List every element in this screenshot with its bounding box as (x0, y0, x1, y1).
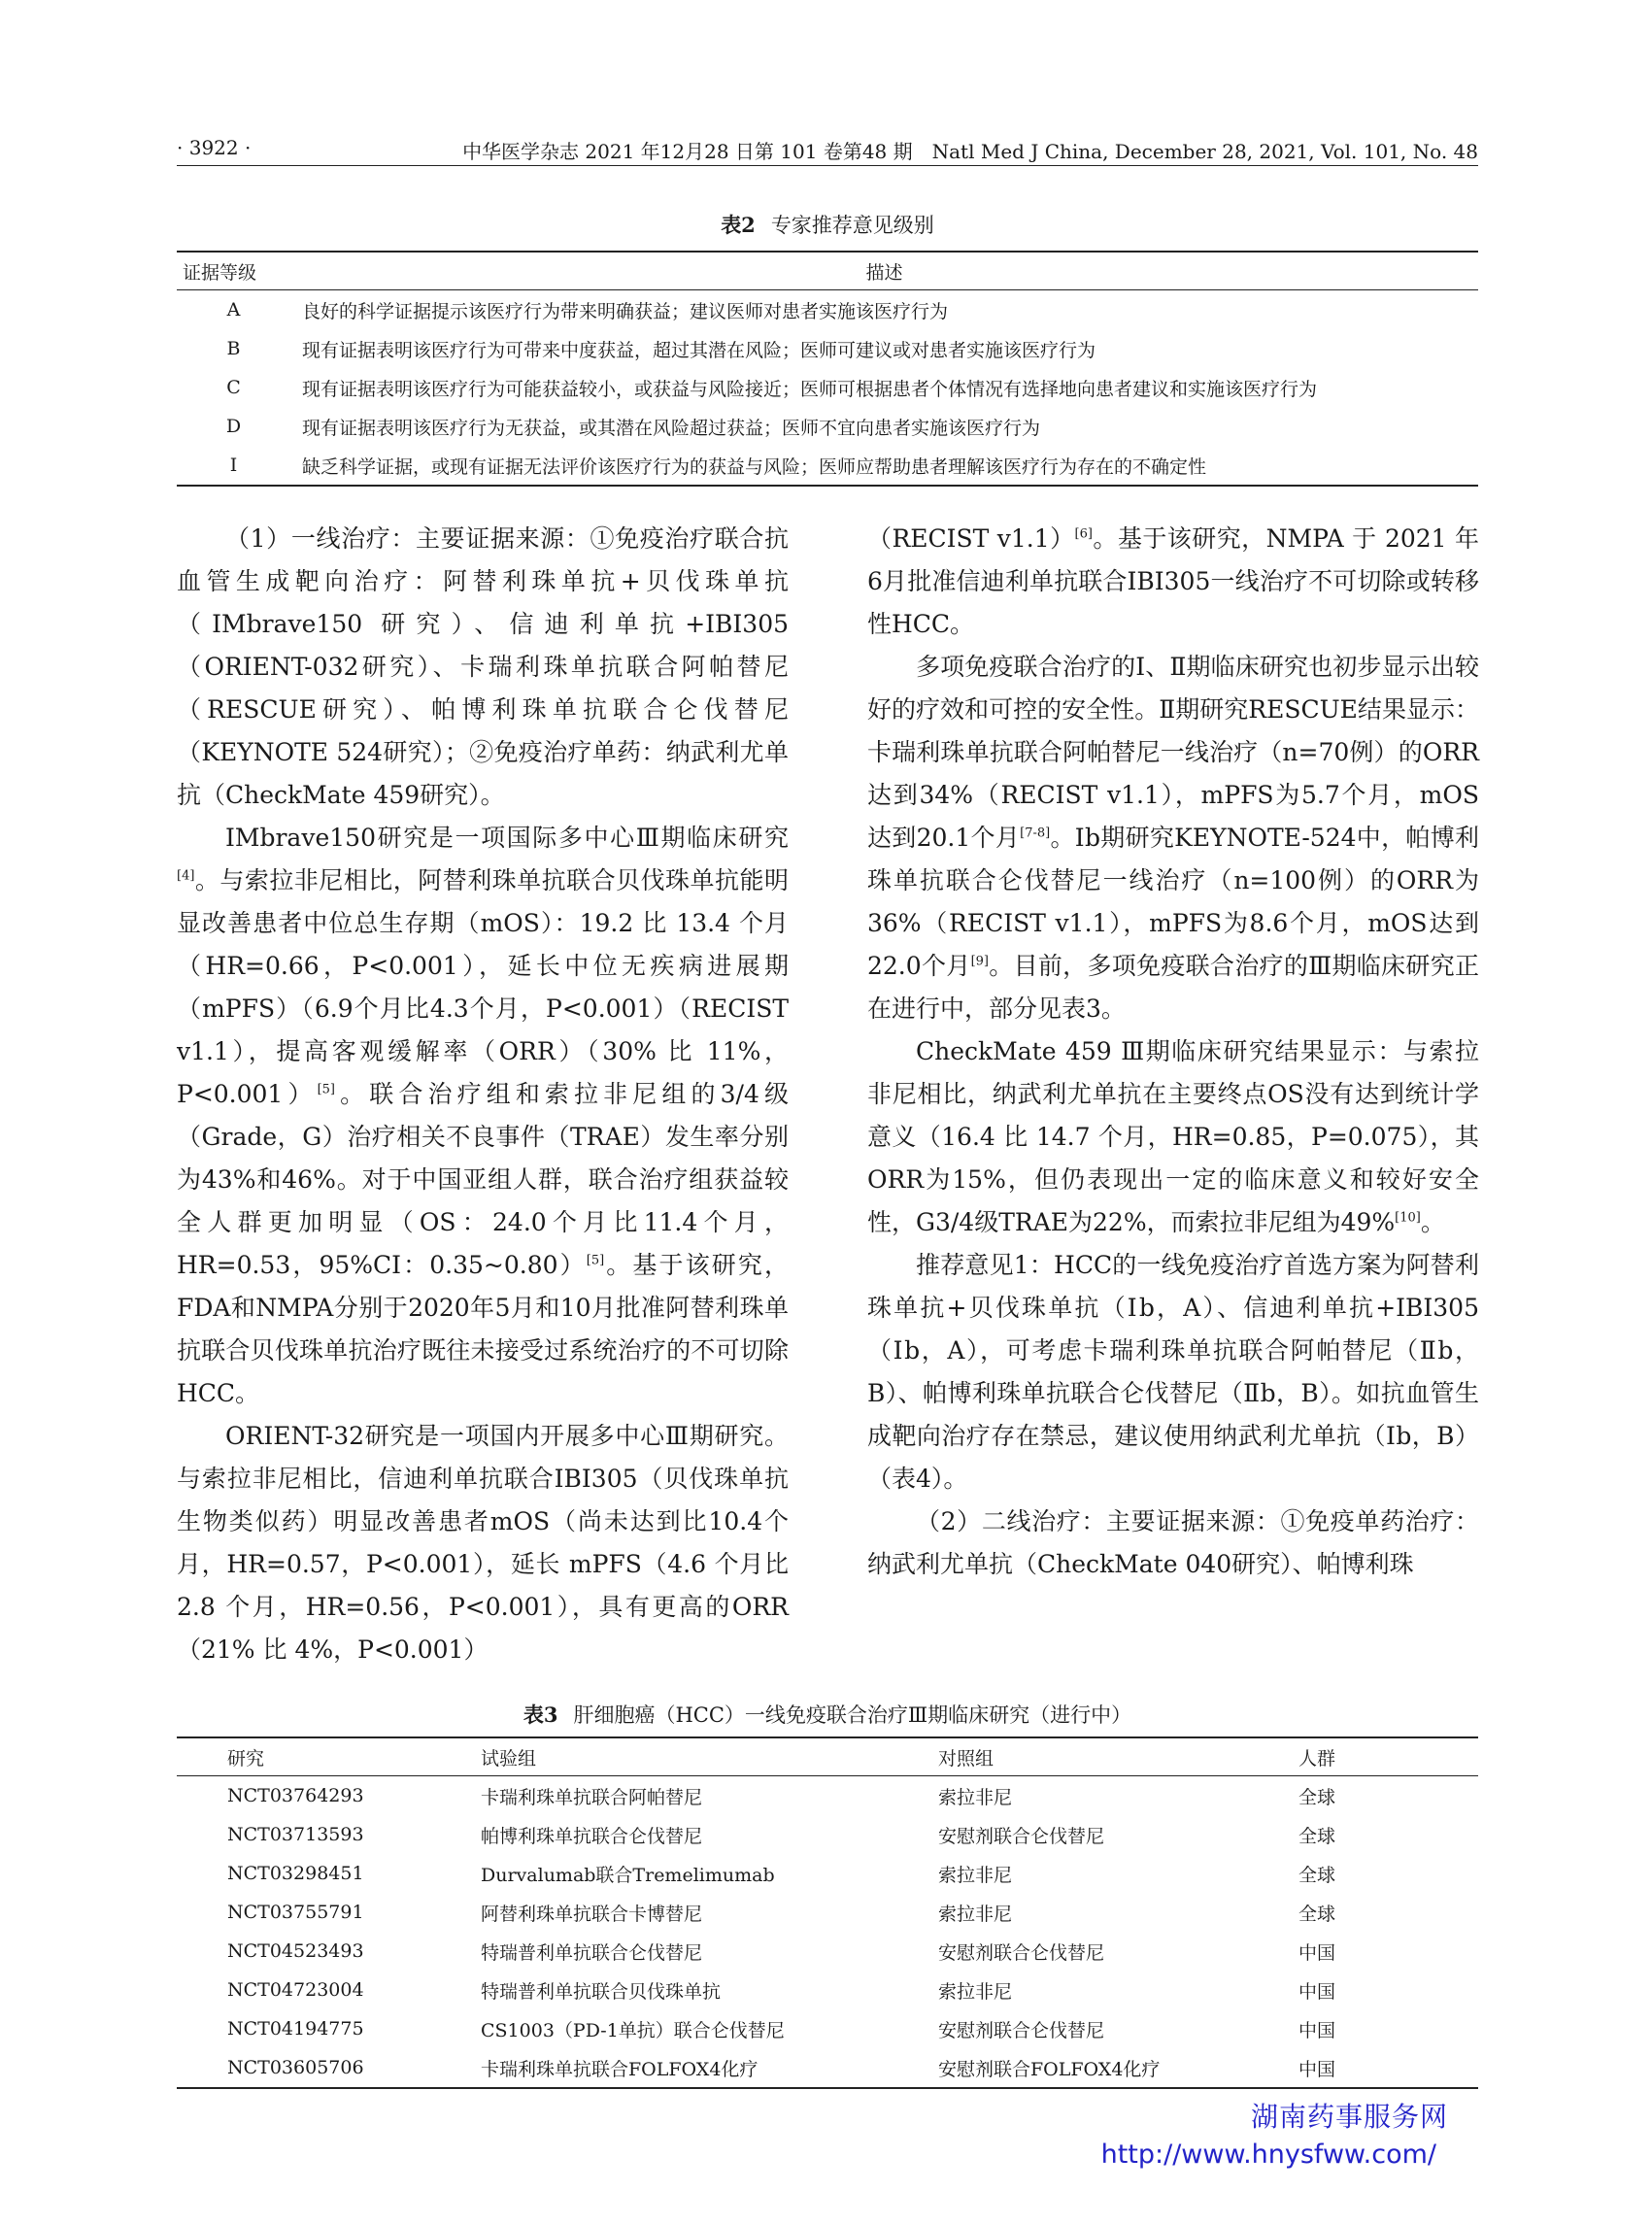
body-paragraph: 推荐意见1：HCC的一线免疫治疗首选方案为阿替利珠单抗+贝伐珠单抗（Ⅰb，A）、信迪利单抗+IBI305（Ⅰb，A），可考虑卡瑞利珠单抗联合阿帕替尼（Ⅱb，B）、帕博利珠单抗联合仑伐替尼（Ⅱb，B）。如抗血管生成靶向治疗存在禁忌，建议使用纳武利尤单抗（Ⅰb，B）（表4）。 (867, 1251, 1479, 1493)
watermark-url-link[interactable]: http://www.hnysfww.com/ (1100, 2140, 1436, 2170)
table-row (177, 290, 1478, 330)
column-header: 对照组 (938, 1737, 1298, 1776)
population-cell: 全球 (1298, 1903, 1336, 1925)
table-row (177, 2048, 1478, 2088)
running-header (177, 132, 1478, 166)
citation-marker: [4] (177, 868, 195, 884)
body-paragraph: （1）一线治疗：主要证据来源：①免疫治疗联合抗血管生成靶向治疗：阿替利珠单抗+贝伐珠单抗（IMbrave150 研究）、信迪利单抗+IBI305（ORIENT-032研究）、卡瑞利珠单抗联合阿帕替尼（RESCUE研究）、帕博利珠单抗联合仑伐替尼（KEYNOTE 524研究）；②免疫治疗单药：纳武利尤单抗（CheckMate 459研究）。 (177, 524, 789, 809)
table2-label: 表2 (721, 213, 756, 237)
column-header: 试验组 (442, 1737, 938, 1776)
citation-marker: [7-8] (1020, 826, 1051, 841)
control-arm-cell: 索拉非尼 (938, 1786, 1013, 1808)
citation-marker: [9] (970, 954, 989, 969)
table-header-row (177, 252, 1478, 290)
experimental-arm-cell: 帕博利珠单抗联合仑伐替尼 (481, 1825, 703, 1847)
experimental-arm-cell: 阿替利珠单抗联合卡博替尼 (481, 1903, 703, 1925)
table-row (177, 407, 1478, 446)
table-row (177, 2009, 1478, 2048)
experimental-arm-cell: 特瑞普利单抗联合贝伐珠单抗 (481, 1980, 722, 2003)
body-paragraph: CheckMate 459 Ⅲ期临床研究结果显示：与索拉非尼相比，纳武利尤单抗在主要终点OS没有达到统计学意义（16.4 比 14.7 个月，HR=0.85，P=0.075），其ORR为15%，但仍表现出一定的临床意义和较好安全性，G3/4级TRAE为22%，而索拉非尼组为49%[10]。 (867, 1037, 1479, 1236)
citation-marker: [5] (317, 1082, 335, 1097)
experimental-arm-cell: 特瑞普利单抗联合仑伐替尼 (481, 1941, 703, 1964)
experimental-arm-cell: CS1003（PD-1单抗）联合仑伐替尼 (481, 2019, 785, 2041)
experimental-arm-cell: 卡瑞利珠单抗联合FOLFOX4化疗 (442, 2048, 938, 2088)
control-arm-cell: 安慰剂联合仑伐替尼 (938, 1825, 1105, 1847)
watermark-site-name: 湖南药事服务网 (1250, 2101, 1448, 2133)
study-id-cell: NCT04194775 (227, 2018, 364, 2040)
table-row (177, 1815, 1478, 1854)
table2-caption (177, 210, 1478, 239)
study-id-cell: NCT03605706 (177, 2048, 442, 2088)
page-number: · 3922 · (177, 136, 252, 159)
body-paragraph: （RECIST v1.1）[6]。基于该研究，NMPA 于 2021 年6月批准信迪利单抗联合IBI305一线治疗不可切除或转移性HCC。 (867, 524, 1479, 638)
experimental-arm-cell: 卡瑞利珠单抗联合阿帕替尼 (481, 1786, 703, 1808)
table-row (177, 446, 1478, 486)
description-cell: 缺乏科学证据，或现有证据无法评价该医疗行为的获益与风险；医师应帮助患者理解该医疗行为存在的不确定性 (290, 446, 1478, 486)
population-cell: 中国 (1298, 2019, 1336, 2041)
evidence-level-cell: C (226, 377, 241, 398)
table-row (177, 368, 1478, 407)
body-paragraph: （2）二线治疗：主要证据来源：①免疫单药治疗：纳武利尤单抗（CheckMate 040研究）、帕博利珠 (867, 1507, 1479, 1578)
evidence-level-cell: A (226, 299, 241, 320)
control-arm-cell: 索拉非尼 (938, 1903, 1013, 1925)
population-cell: 中国 (1298, 1941, 1336, 1964)
table-row (177, 1932, 1478, 1971)
experimental-arm-cell: Durvalumab联合Tremelimumab (481, 1864, 775, 1886)
column-header: 证据等级 (177, 252, 290, 290)
population-cell: 中国 (1298, 2048, 1478, 2088)
description-cell: 现有证据表明该医疗行为可能获益较小，或获益与风险接近；医师可根据患者个体情况有选择地向患者建议和实施该医疗行为 (302, 378, 1318, 400)
citation-marker: [10] (1395, 1210, 1421, 1226)
study-id-cell: NCT03713593 (227, 1824, 364, 1845)
table2-recommendation-levels (177, 251, 1478, 487)
body-paragraph: IMbrave150研究是一项国际多中心Ⅲ期临床研究[4]。与索拉非尼相比，阿替利珠单抗联合贝伐珠单抗能明显改善患者中位总生存期（mOS）：19.2 比 13.4 个月（HR=0.66，P<0.001），延长中位无疾病进展期（mPFS）（6.9个月比4.3个月，P<0.001）（RECIST v1.1），提高客观缓解率（ORR）（30% 比 11%，P<0.001）[5]。联合治疗组和索拉非尼组的3/4级（Grade，G）治疗相关不良事件（TRAE）发生率分别为43%和46%。对于中国亚组人群，联合治疗组获益较全人群更加明显（OS：24.0个月比11.4个月，HR=0.53，95%CI：0.35~0.80）[5]。基于该研究，FDA和NMPA分别于2020年5月和10月批准阿替利珠单抗联合贝伐珠单抗治疗既往未接受过系统治疗的不可切除HCC。 (177, 824, 789, 1407)
description-cell: 良好的科学证据提示该医疗行为带来明确获益；建议医师对患者实施该医疗行为 (302, 300, 949, 322)
table-row (177, 329, 1478, 368)
citation-marker: [5] (586, 1253, 605, 1268)
population-cell: 中国 (1298, 1980, 1336, 2003)
population-cell: 全球 (1298, 1825, 1336, 1847)
table-row (177, 1971, 1478, 2009)
table-row (177, 1776, 1478, 1816)
table3-caption (177, 1700, 1478, 1729)
population-cell: 全球 (1298, 1786, 1336, 1808)
study-id-cell: NCT03764293 (227, 1785, 364, 1806)
evidence-level-cell: D (225, 416, 242, 437)
table-row (177, 1854, 1478, 1893)
control-arm-cell: 安慰剂联合仑伐替尼 (938, 2019, 1105, 2041)
study-id-cell: NCT03755791 (227, 1902, 364, 1923)
table3-label: 表3 (523, 1702, 558, 1727)
table3-phase3-trials (177, 1736, 1478, 2089)
evidence-level-cell: I (177, 446, 290, 486)
control-arm-cell: 安慰剂联合仑伐替尼 (938, 1941, 1105, 1964)
body-paragraph: ORIENT-32研究是一项国内开展多中心Ⅲ期研究。与索拉非尼相比，信迪利单抗联合IBI305（贝伐珠单抗生物类似药）明显改善患者mOS（尚未达到比10.4个月，HR=0.57，P<0.001），延长 mPFS（4.6 个月比 2.8 个月，HR=0.56，P<0.001），具有更高的ORR（21% 比 4%，P<0.001） (177, 1422, 789, 1664)
control-arm-cell: 安慰剂联合FOLFOX4化疗 (938, 2048, 1298, 2088)
control-arm-cell: 索拉非尼 (938, 1864, 1013, 1886)
description-cell: 现有证据表明该医疗行为无获益，或其潜在风险超过获益；医师不宜向患者实施该医疗行为 (302, 417, 1041, 439)
column-header: 描述 (290, 252, 1478, 290)
table-header-row (177, 1737, 1478, 1776)
table3-title: 肝细胞癌（HCC）一线免疫联合治疗Ⅲ期临床研究（进行中） (573, 1703, 1132, 1727)
description-cell: 现有证据表明该医疗行为可带来中度获益，超过其潜在风险；医师可建议或对患者实施该医疗行为 (302, 339, 1096, 361)
citation-marker: [6] (1074, 526, 1093, 542)
control-arm-cell: 索拉非尼 (938, 1980, 1013, 2003)
column-header: 人群 (1298, 1737, 1478, 1776)
study-id-cell: NCT03298451 (227, 1863, 364, 1884)
study-id-cell: NCT04523493 (227, 1940, 364, 1962)
column-header: 研究 (177, 1737, 442, 1776)
study-id-cell: NCT04723004 (227, 1979, 364, 2001)
body-column-right (867, 518, 1479, 1586)
evidence-level-cell: B (226, 338, 241, 359)
table2-title: 专家推荐意见级别 (770, 214, 934, 237)
body-column-left (177, 518, 789, 1671)
table-row (177, 1893, 1478, 1932)
body-paragraph: 多项免疫联合治疗的Ⅰ、Ⅱ期临床研究也初步显示出较好的疗效和可控的安全性。Ⅱ期研究RESCUE结果显示：卡瑞利珠单抗联合阿帕替尼一线治疗（n=70例）的ORR达到34%（RECIST v1.1），mPFS为5.7个月，mOS达到20.1个月[7-8]。Ⅰb期研究KEYNOTE-524中，帕博利珠单抗联合仑伐替尼一线治疗（n=100例）的ORR为36%（RECIST v1.1），mPFS为8.6个月，mOS达到22.0个月[9]。目前，多项免疫联合治疗的Ⅲ期临床研究正在进行中，部分见表3。 (867, 653, 1479, 1023)
population-cell: 全球 (1298, 1864, 1336, 1886)
journal-citation: 中华医学杂志 2021 年12月28 日第 101 卷第48 期 Natl Med J China, December 28, 2021, Vol. 101, No. 48 (462, 140, 1478, 163)
